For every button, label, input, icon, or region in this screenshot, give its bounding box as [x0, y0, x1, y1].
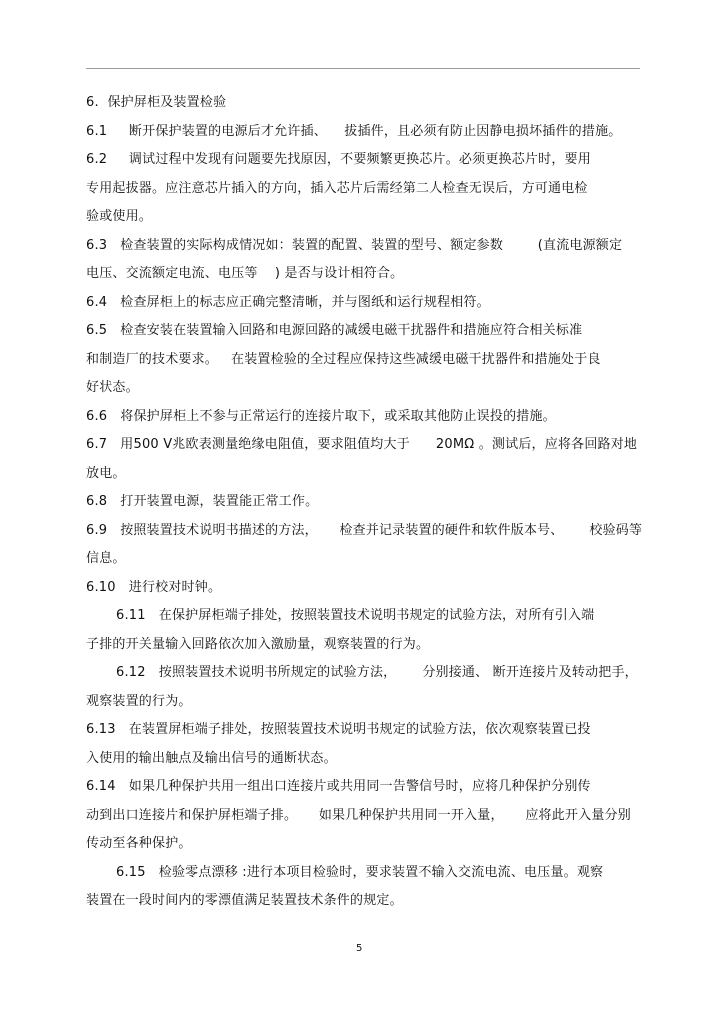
- paragraph-line: 6.13 在装置屏柜端子排处，按照装置技术说明书规定的试验方法，依次观察装置已投: [86, 722, 591, 737]
- paragraph-line: 6.12 按照装置技术说明书所规定的试验方法， 分别接通、 断开连接片及转动把手，: [116, 665, 638, 680]
- paragraph-line: 6.10 进行校对时钟。: [86, 580, 222, 595]
- paragraph-line: 6.15 检验零点漂移 :进行本项目检验时，要求装置不输入交流电流、电压量。观察: [116, 865, 604, 880]
- paragraph-line: 观察装置的行为。: [86, 694, 192, 709]
- paragraph-line: 6.1 断开保护装置的电源后才允许插、 拔插件，且必须有防止因静电损坏插件的措施。: [86, 124, 622, 139]
- paragraph-line: 6.11 在保护屏柜端子排处，按照装置技术说明书规定的试验方法，对所有引入端: [116, 608, 595, 623]
- paragraph-line: 6.4 检查屏柜上的标志应正确完整清晰，并与图纸和运行规程相符。: [86, 295, 490, 310]
- paragraph-line: 动到出口连接片和保护屏柜端子排。 如果几种保护共用同一开入量， 应将此开入量分别: [86, 808, 631, 823]
- paragraph-line: 6.2 调试过程中发现有问题要先找原因，不要频繁更换芯片。必须更换芯片时，要用: [86, 152, 591, 167]
- paragraph-line: 放电。: [86, 466, 126, 481]
- paragraph-line: 传动至各种保护。: [86, 836, 192, 851]
- paragraph-line: 6.8 打开装置电源，装置能正常工作。: [86, 494, 319, 509]
- paragraph-line: 专用起拔器。应注意芯片插入的方向，插入芯片后需经第二人检查无误后，方可通电检: [86, 181, 588, 196]
- paragraph-line: 6.14 如果几种保护共用一组出口连接片或共用同一告警信号时，应将几种保护分别传: [86, 779, 591, 794]
- paragraph-line: 6.9 按照装置技术说明书描述的方法， 检查并记录装置的硬件和软件版本号、 校验码等: [86, 523, 643, 538]
- paragraph-line: 6.7 用500 V兆欧表测量绝缘电阻值，要求阻值均大于 20MΩ 。测试后，应将各回路对地: [86, 437, 638, 452]
- paragraph-line: 好状态。: [86, 380, 139, 395]
- paragraph-line: 和制造厂的技术要求。 在装置检验的全过程应保持这些减缓电磁干扰器件和措施处于良: [86, 352, 601, 367]
- paragraph-line: 6.6 将保护屏柜上不参与正常运行的连接片取下，或采取其他防止误投的措施。: [86, 409, 556, 424]
- paragraph-line: 6.3 检查装置的实际构成情况如：装置的配置、装置的型号、额定参数 (直流电源额定: [86, 238, 623, 253]
- section-heading: 6. 保护屏柜及装置检验: [86, 95, 227, 110]
- page-number: 5: [356, 943, 363, 954]
- paragraph-line: 入使用的输出触点及输出信号的通断状态。: [86, 751, 337, 766]
- paragraph-line: 信息。: [86, 551, 126, 566]
- paragraph-line: 装置在一段时间内的零漂值满足装置技术条件的规定。: [86, 893, 403, 908]
- paragraph-line: 6.5 检查安装在装置输入回路和电源回路的减缓电磁干扰器件和措施应符合相关标准: [86, 323, 583, 338]
- paragraph-line: 子排的开关量输入回路依次加入激励量，观察装置的行为。: [86, 637, 430, 652]
- header-rule: [86, 68, 640, 69]
- paragraph-line: 电压、交流额定电流、电压等 ) 是否与设计相符合。: [86, 266, 404, 281]
- paragraph-line: 验或使用。: [86, 209, 153, 224]
